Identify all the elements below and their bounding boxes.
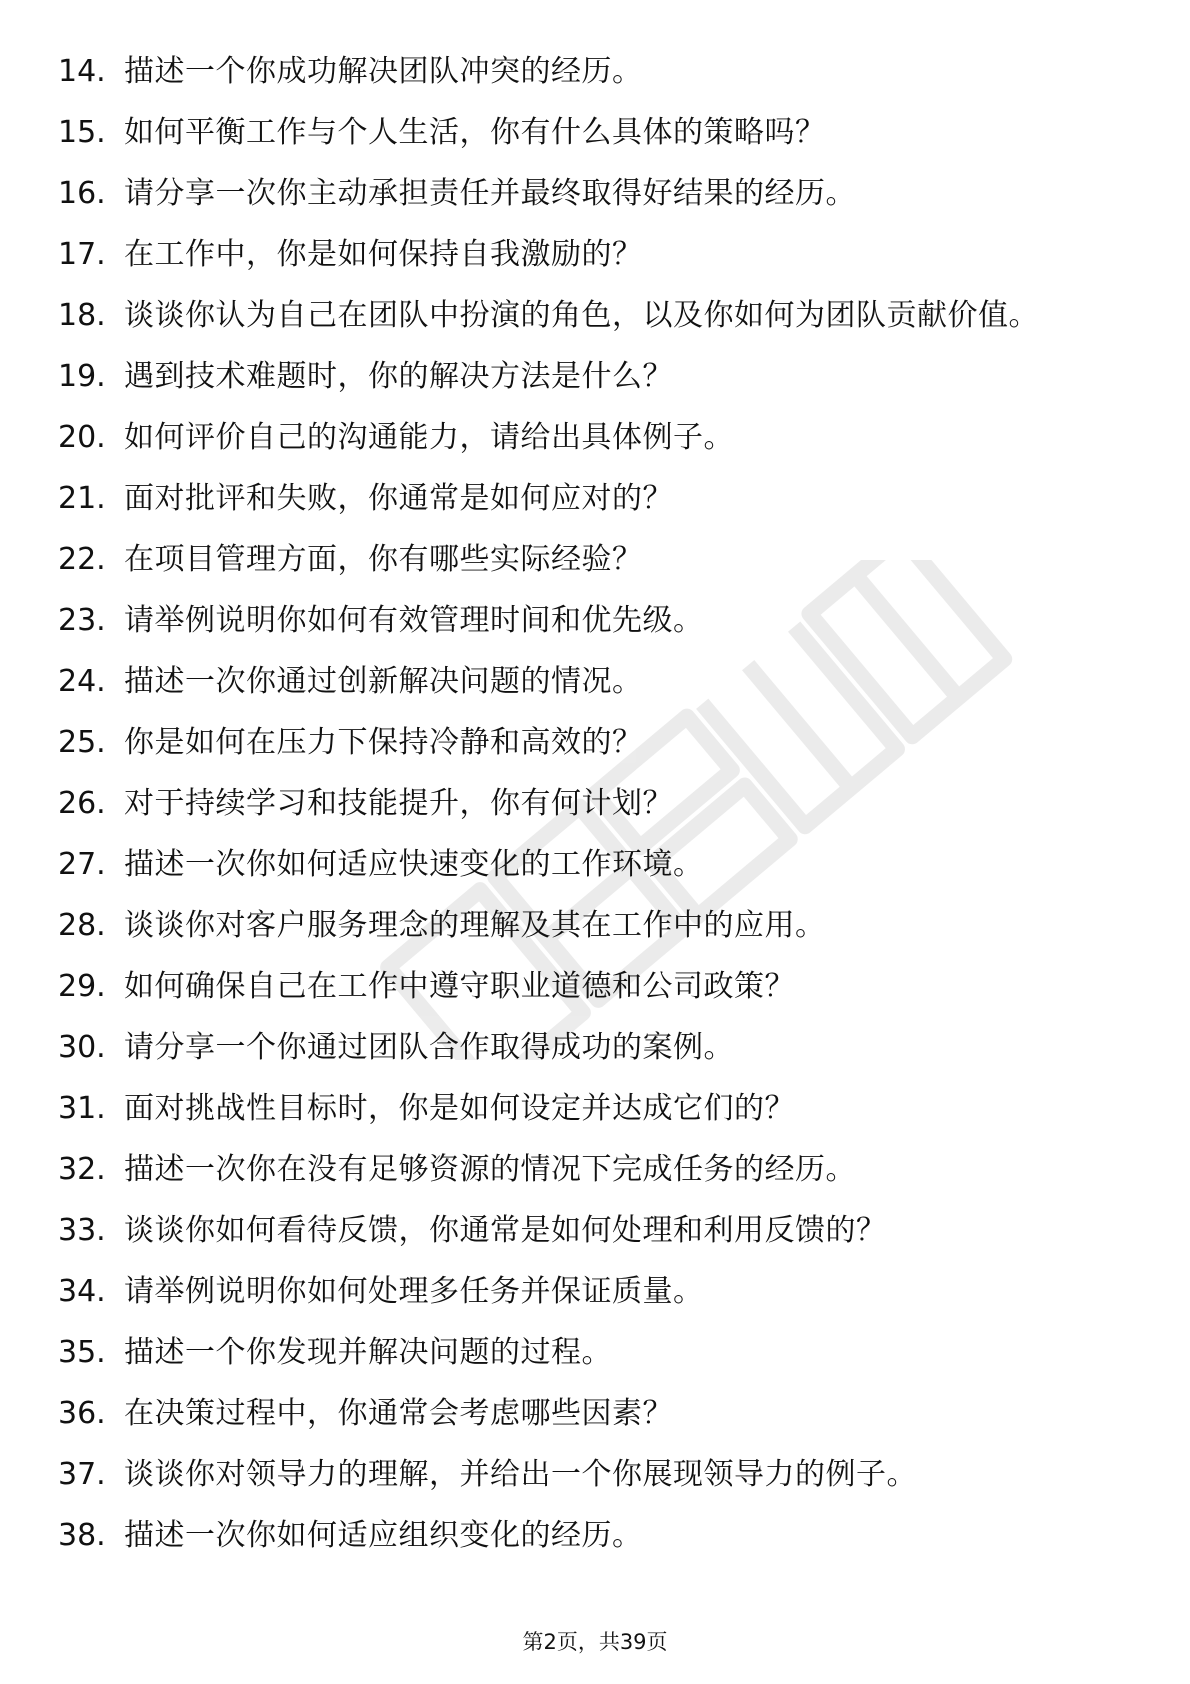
question-item — [58, 906, 1118, 946]
question-number: 21. — [58, 481, 106, 516]
question-number: 25. — [58, 725, 106, 760]
question-text: 如何确保自己在工作中遵守职业道德和公司政策？ — [124, 969, 795, 1004]
question-item — [58, 296, 1118, 336]
question-text: 面对挑战性目标时，你是如何设定并达成它们的？ — [124, 1091, 795, 1126]
question-item — [58, 1272, 1118, 1312]
question-number: 27. — [58, 847, 106, 882]
question-item — [58, 540, 1118, 580]
question-number: 15. — [58, 115, 106, 150]
question-text: 谈谈你对客户服务理念的理解及其在工作中的应用。 — [124, 908, 826, 943]
question-number: 30. — [58, 1030, 106, 1065]
question-text: 请分享一个你通过团队合作取得成功的案例。 — [124, 1030, 734, 1065]
question-item — [58, 1394, 1118, 1434]
question-text: 如何平衡工作与个人生活，你有什么具体的策略吗？ — [124, 115, 826, 150]
question-text: 面对批评和失败，你通常是如何应对的？ — [124, 481, 673, 516]
question-item — [58, 479, 1118, 519]
question-text: 描述一次你在没有足够资源的情况下完成任务的经历。 — [124, 1152, 856, 1187]
question-item — [58, 235, 1118, 275]
question-text: 描述一次你通过创新解决问题的情况。 — [124, 664, 643, 699]
question-number: 31. — [58, 1091, 106, 1126]
question-text: 谈谈你对领导力的理解，并给出一个你展现领导力的例子。 — [124, 1457, 917, 1492]
question-text: 遇到技术难题时，你的解决方法是什么？ — [124, 359, 673, 394]
question-text: 描述一个你发现并解决问题的过程。 — [124, 1335, 612, 1370]
question-text: 描述一次你如何适应组织变化的经历。 — [124, 1518, 643, 1553]
question-number: 38. — [58, 1518, 106, 1553]
question-text: 描述一次你如何适应快速变化的工作环境。 — [124, 847, 704, 882]
question-number: 20. — [58, 420, 106, 455]
question-item — [58, 845, 1118, 885]
question-item — [58, 174, 1118, 214]
question-number: 17. — [58, 237, 106, 272]
question-number: 22. — [58, 542, 106, 577]
question-number: 37. — [58, 1457, 106, 1492]
question-text: 请分享一次你主动承担责任并最终取得好结果的经历。 — [124, 176, 856, 211]
page-footer — [0, 1628, 1190, 1656]
question-text: 描述一个你成功解决团队冲突的经历。 — [124, 54, 643, 89]
question-item — [58, 1333, 1118, 1373]
page-number-label: 第2页，共39页 — [522, 1630, 668, 1654]
question-text: 谈谈你认为自己在团队中扮演的角色，以及你如何为团队贡献价值。 — [124, 298, 1039, 333]
question-text: 请举例说明你如何处理多任务并保证质量。 — [124, 1274, 704, 1309]
question-number: 19. — [58, 359, 106, 394]
question-number: 29. — [58, 969, 106, 1004]
question-item — [58, 1028, 1118, 1068]
question-number: 23. — [58, 603, 106, 638]
question-number: 33. — [58, 1213, 106, 1248]
question-text: 如何评价自己的沟通能力，请给出具体例子。 — [124, 420, 734, 455]
question-text: 在决策过程中，你通常会考虑哪些因素？ — [124, 1396, 673, 1431]
question-number: 14. — [58, 54, 106, 89]
question-text: 请举例说明你如何有效管理时间和优先级。 — [124, 603, 704, 638]
question-number: 24. — [58, 664, 106, 699]
question-item — [58, 967, 1118, 1007]
question-number: 36. — [58, 1396, 106, 1431]
question-item — [58, 357, 1118, 397]
question-number: 26. — [58, 786, 106, 821]
question-list — [58, 52, 1118, 1577]
question-item — [58, 1455, 1118, 1495]
question-text: 你是如何在压力下保持冷静和高效的？ — [124, 725, 643, 760]
question-item — [58, 1089, 1118, 1129]
question-item — [58, 52, 1118, 92]
question-text: 在项目管理方面，你有哪些实际经验？ — [124, 542, 643, 577]
question-number: 35. — [58, 1335, 106, 1370]
question-text: 对于持续学习和技能提升，你有何计划？ — [124, 786, 673, 821]
question-item — [58, 723, 1118, 763]
question-item — [58, 1516, 1118, 1556]
question-number: 16. — [58, 176, 106, 211]
question-number: 32. — [58, 1152, 106, 1187]
question-item — [58, 1211, 1118, 1251]
question-text: 在工作中，你是如何保持自我激励的？ — [124, 237, 643, 272]
question-item — [58, 784, 1118, 824]
question-item — [58, 418, 1118, 458]
question-text: 谈谈你如何看待反馈，你通常是如何处理和利用反馈的？ — [124, 1213, 887, 1248]
question-number: 18. — [58, 298, 106, 333]
question-item — [58, 113, 1118, 153]
question-item — [58, 1150, 1118, 1190]
question-item — [58, 601, 1118, 641]
question-item — [58, 662, 1118, 702]
question-number: 34. — [58, 1274, 106, 1309]
question-number: 28. — [58, 908, 106, 943]
